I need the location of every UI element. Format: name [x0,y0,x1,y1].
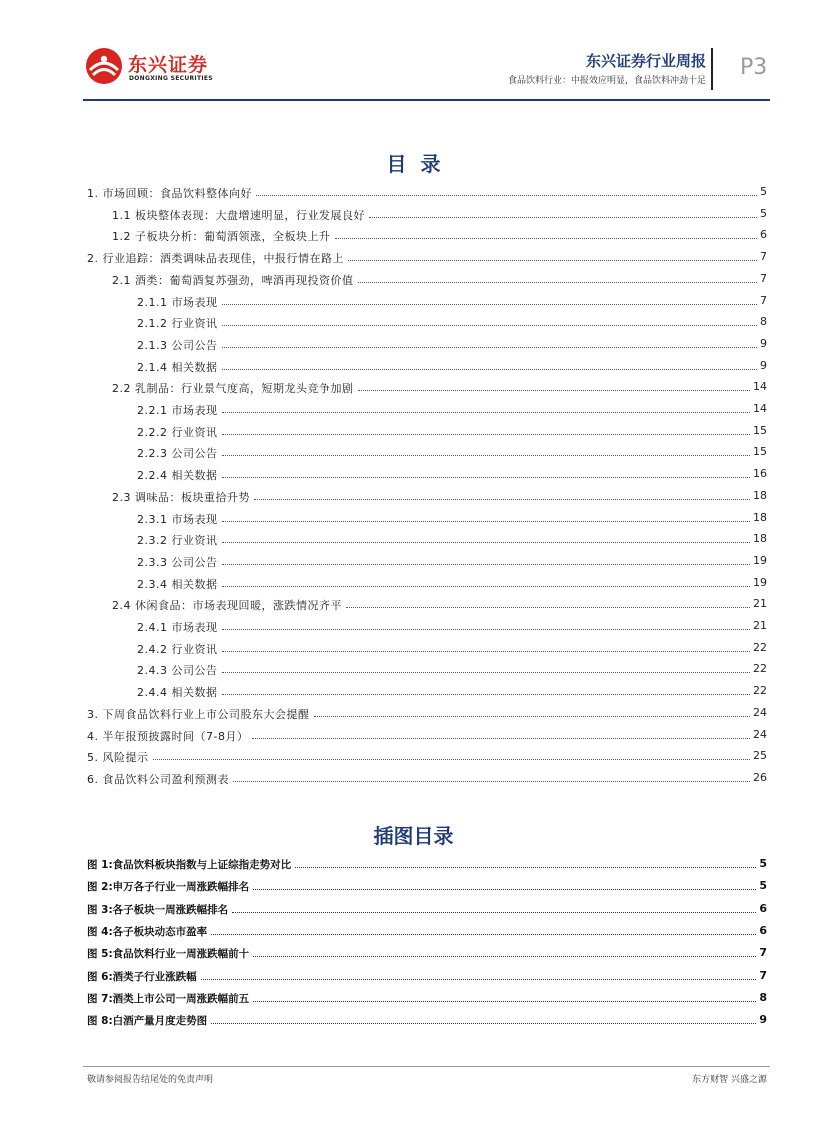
toc-entry-label: 2.2.4 相关数据 [137,469,218,483]
figure-entry-page: 8 [759,990,767,1004]
toc-leader-dots [222,369,757,370]
toc-heading: 目录 [386,152,455,176]
figure-entry-label: 图 2:申万各子行业一周涨跌幅排名 [87,881,250,894]
toc-entry[interactable] [0,424,827,442]
toc-entry[interactable] [0,402,827,420]
toc-leader-dots [222,586,750,587]
toc-entry-page: 9 [760,336,767,350]
toc-entry[interactable] [0,380,827,398]
toc-leader-dots [358,390,750,391]
toc-entry[interactable] [0,706,827,724]
toc-leader-dots [222,347,757,348]
toc-entry[interactable] [0,337,827,355]
toc-entry-label: 2.4.1 市场表现 [137,621,218,634]
toc-entry[interactable] [0,728,827,746]
figure-entry[interactable] [0,946,827,964]
toc-leader-dots [222,325,757,326]
toc-entry[interactable] [0,532,827,550]
figure-entry-label: 图 8:白酒产量月度走势图 [87,1015,208,1028]
toc-leader-dots [222,434,750,435]
toc-entry-label: 2.1.2 行业资讯 [137,317,218,331]
toc-entry-label: 4. 半年报预披露时间（7-8月） [87,729,249,743]
figure-entry-page: 6 [759,923,767,937]
figure-leader-dots [295,867,756,868]
toc-leader-dots [222,455,750,456]
toc-entry[interactable] [0,489,827,507]
toc-entry-page: 9 [760,358,767,372]
toc-entry-page: 22 [753,640,767,654]
toc-leader-dots [222,672,750,673]
figure-entry-page: 7 [759,946,767,960]
footer-slogan: 东方财智 兴盛之源 [692,1075,767,1085]
report-title: 东兴证券行业周报 [585,52,706,70]
figure-leader-dots [211,934,756,935]
toc-entry-page: 19 [753,553,767,567]
toc-entry-page: 21 [753,597,767,611]
toc-leader-dots [369,217,757,218]
footer-rule [83,1066,770,1067]
toc-leader-dots [153,759,750,760]
toc-entry-page: 21 [753,619,767,632]
figure-leader-dots [253,1001,756,1002]
toc-entry-page: 16 [753,467,767,481]
toc-entry-page: 14 [753,380,767,394]
toc-entry[interactable] [0,207,827,225]
toc-entry[interactable] [0,662,827,680]
toc-entry-label: 2.1.4 相关数据 [137,360,218,374]
toc-entry-label: 2.4.3 公司公告 [137,664,218,678]
toc-leader-dots [222,477,750,478]
toc-entry-label: 1.2 子板块分析：葡萄酒领涨，全板块上升 [112,230,331,244]
toc-leader-dots [222,564,750,565]
figure-entry-page: 9 [759,1013,767,1027]
toc-entry-page: 18 [753,532,767,546]
figure-entry-label: 图 4:各子板块动态市盈率 [87,925,208,938]
toc-entry-page: 24 [753,727,767,741]
toc-entry[interactable] [0,359,827,377]
toc-entry-label: 1.1 板块整体表现：大盘增速明显，行业发展良好 [112,208,365,222]
toc-leader-dots [222,651,750,652]
toc-entry-page: 25 [753,749,767,763]
toc-entry-page: 18 [753,488,767,502]
footer-disclaimer: 敬请参阅报告结尾处的免责声明 [87,1075,214,1085]
toc-leader-dots [348,260,757,261]
figure-leader-dots [232,912,756,913]
toc-entry-page: 15 [753,445,767,459]
toc-entry[interactable] [0,228,827,246]
toc-entry-page: 14 [753,402,767,415]
toc-leader-dots [233,781,750,782]
toc-entry-label: 6. 食品饮料公司盈利预测表 [87,772,229,786]
toc-leader-dots [222,694,750,695]
toc-entry-page: 8 [760,315,767,329]
toc-entry-page: 22 [753,662,767,676]
toc-entry-label: 2.2.2 行业资讯 [137,425,218,439]
page-header [0,0,827,104]
toc-entry[interactable] [0,185,827,203]
figure-leader-dots [211,1023,756,1024]
toc-leader-dots [314,716,750,717]
logo-name-en: DONGXING SECURITIES [129,75,213,82]
toc-entry-label: 2.1.3 公司公告 [137,338,218,352]
toc-entry-label: 2.3.3 公司公告 [137,555,218,569]
toc-leader-dots [252,738,750,739]
logo-name-cn: 东兴证券 [128,54,209,76]
toc-entry[interactable] [0,641,827,659]
toc-entry-label: 2.2.3 公司公告 [137,447,218,461]
toc-entry-label: 2.1 酒类：葡萄酒复苏强劲，啤酒再现投资价值 [112,273,354,287]
header-divider [711,48,713,90]
toc-leader-dots [222,629,750,630]
toc-entry[interactable] [0,272,827,290]
toc-entry[interactable] [0,619,827,637]
toc-entry-label: 2.4.2 行业资讯 [137,642,218,656]
toc-leader-dots [346,607,750,608]
toc-entry-label: 2.2.1 市场表现 [137,404,218,417]
figure-entry[interactable] [0,1013,827,1031]
figure-leader-dots [201,979,756,980]
toc-entry-page: 24 [753,705,767,719]
toc-entry-page: 5 [760,206,767,220]
toc-entry[interactable] [0,315,827,333]
toc-entry[interactable] [0,684,827,702]
toc-entry[interactable] [0,597,827,615]
toc-entry-page: 6 [760,228,767,242]
toc-entry[interactable] [0,294,827,312]
company-logo [84,46,224,86]
toc-leader-dots [222,542,750,543]
toc-entry-page: 26 [753,770,767,784]
figure-entry-label: 图 5:食品饮料行业一周涨跌幅前十 [87,948,250,961]
toc-entry-page: 7 [760,271,767,285]
toc-entry-label: 5. 风险提示 [87,751,149,765]
figure-entry[interactable] [0,969,827,987]
figure-entry[interactable] [0,857,827,875]
figure-leader-dots [253,889,756,890]
figure-entry-page: 7 [759,968,767,982]
toc-entry[interactable] [0,554,827,572]
toc-entry-label: 2.4.4 相关数据 [137,686,218,700]
figure-entry-page: 5 [759,879,767,893]
toc-entry-label: 1. 市场回顾：食品饮料整体向好 [87,187,252,200]
toc-entry[interactable] [0,467,827,485]
toc-entry-page: 7 [760,250,767,264]
figure-entry-label: 图 1:食品饮料板块指数与上证综指走势对比 [87,859,292,871]
logo-emblem-icon [84,46,124,86]
toc-entry-label: 2.1.1 市场表现 [137,295,218,309]
figure-entry[interactable] [0,902,827,920]
toc-entry[interactable] [0,445,827,463]
toc-leader-dots [254,499,750,500]
toc-entry[interactable] [0,511,827,529]
toc-leader-dots [358,282,757,283]
header-rule [83,99,770,101]
figure-list-heading: 插图目录 [373,824,454,848]
figure-entry-label: 图 7:酒类上市公司一周涨跌幅前五 [87,992,250,1005]
page-number: P3 [740,55,768,80]
toc-entry[interactable] [0,749,827,767]
toc-entry-label: 2.3 调味品：板块重拾升势 [112,490,250,504]
figure-entry-page: 6 [759,901,767,915]
toc-entry-page: 5 [760,185,767,198]
toc-entry[interactable] [0,771,827,789]
toc-entry-label: 2.3.1 市场表现 [137,512,218,526]
toc-leader-dots [335,238,757,239]
figure-entry[interactable] [0,879,827,897]
toc-entry[interactable] [0,250,827,268]
toc-entry-page: 7 [760,293,767,307]
toc-entry-page: 22 [753,684,767,698]
toc-entry-page: 18 [753,510,767,524]
figure-entry[interactable] [0,991,827,1009]
toc-entry-page: 15 [753,423,767,437]
toc-leader-dots [222,304,757,305]
report-subtitle: 食品饮料行业：中报效应明显，食品饮料冲劲十足 [507,76,706,86]
toc-entry-label: 2.3.4 相关数据 [137,577,218,591]
figure-entry-label: 图 6:酒类子行业涨跌幅 [87,970,197,983]
figure-entry-label: 图 3:各子板块一周涨跌幅排名 [87,903,229,916]
toc-entry[interactable] [0,576,827,594]
toc-entry-label: 2.3.2 行业资讯 [137,534,218,548]
toc-entry-label: 2.2 乳制品：行业景气度高，短期龙头竞争加剧 [112,382,354,396]
toc-leader-dots [256,195,757,196]
toc-entry-label: 2. 行业追踪：酒类调味品表现佳，中报行情在路上 [87,252,344,266]
toc-entry-label: 3. 下周食品饮料行业上市公司股东大会提醒 [87,707,310,721]
toc-entry-label: 2.4 休闲食品：市场表现回暖，涨跌情况齐平 [112,599,342,613]
toc-entry-page: 19 [753,575,767,589]
figure-leader-dots [253,956,756,957]
figure-entry[interactable] [0,924,827,942]
toc-leader-dots [222,521,750,522]
toc-leader-dots [222,412,750,413]
figure-entry-page: 5 [759,857,767,870]
